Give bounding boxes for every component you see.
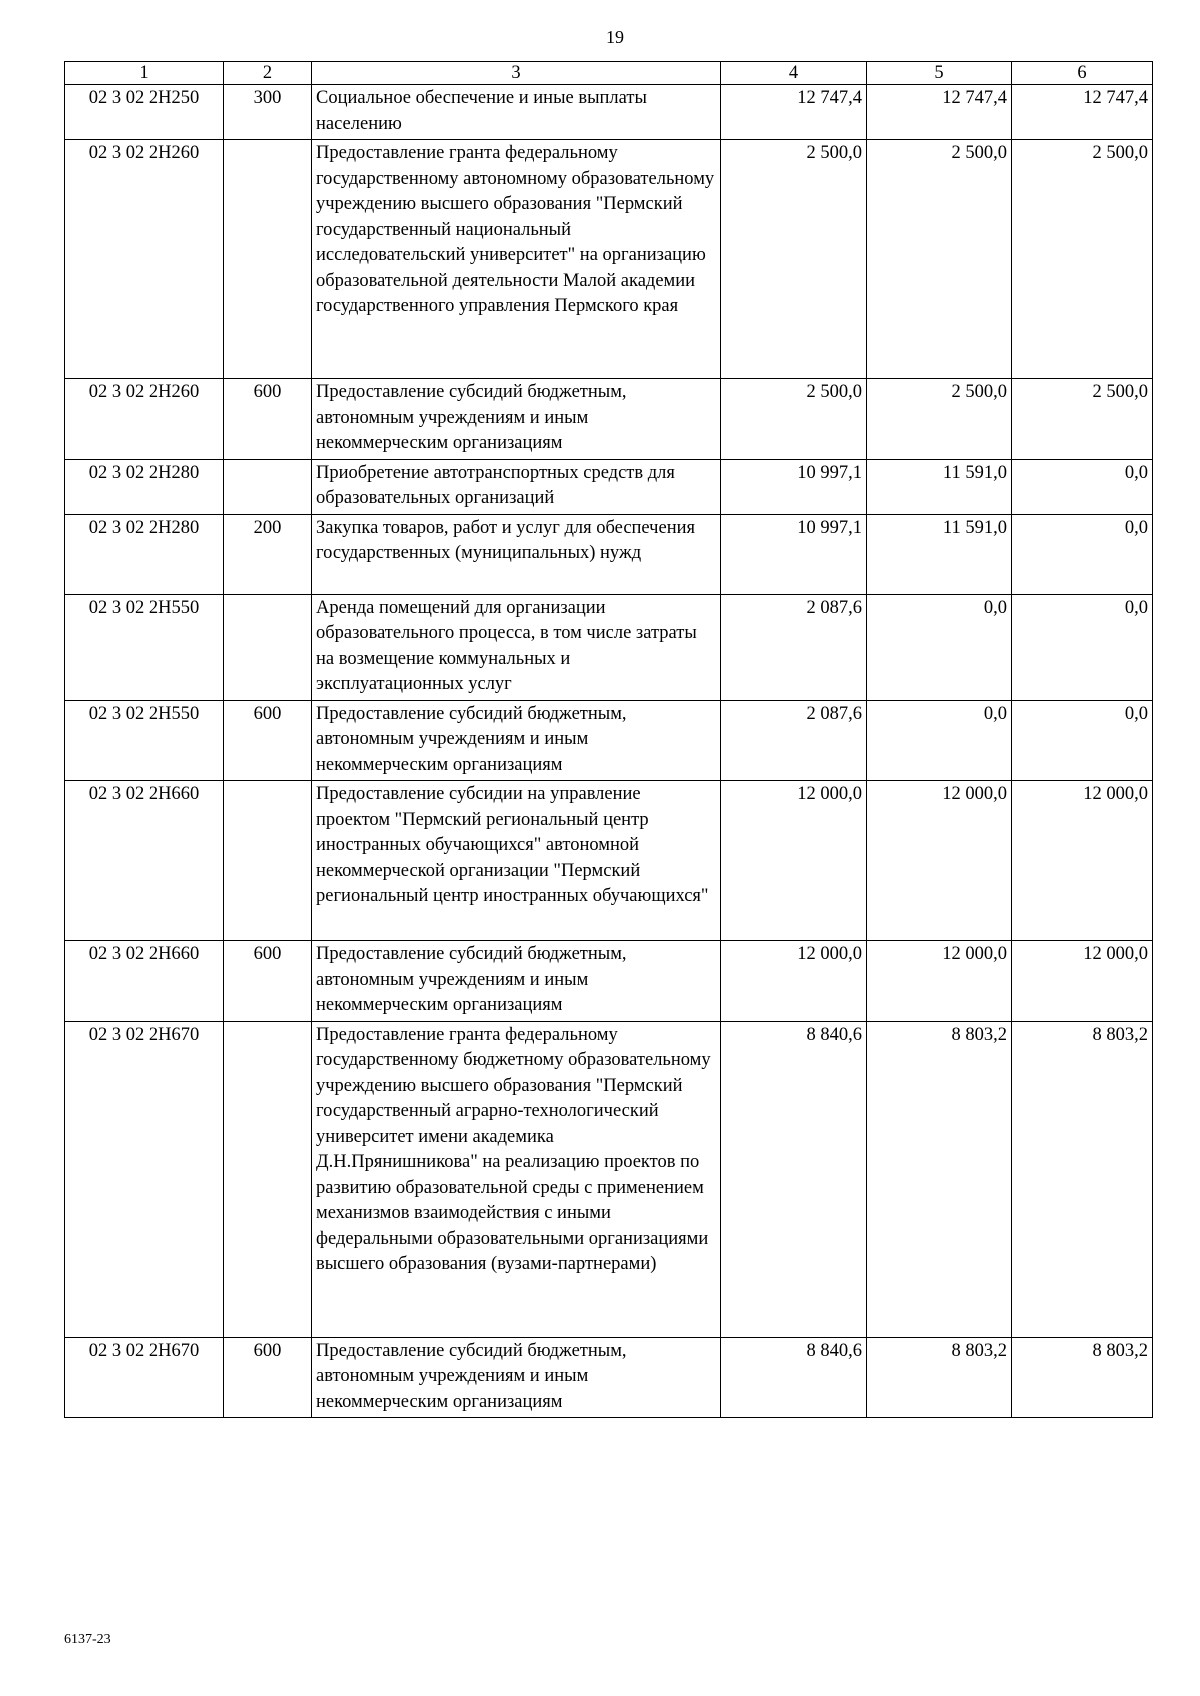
cell-description: Предоставление субсидий бюджетным, автономным учреждениям и иным некоммерческим организациям [312,700,721,781]
col-header-value-2: 5 [867,62,1012,85]
cell-description: Закупка товаров, работ и услуг для обеспечения государственных (муниципальных) нужд [312,514,721,594]
col-header-value-1: 4 [721,62,867,85]
cell-value-3: 12 000,0 [1012,781,1153,941]
cell-type: 600 [224,941,312,1022]
cell-value-2: 0,0 [867,594,1012,700]
cell-description: Социальное обеспечение и иные выплаты населению [312,85,721,140]
table-row [65,140,1153,379]
budget-table [64,61,1153,1418]
table-row [65,85,1153,140]
cell-value-2: 8 803,2 [867,1021,1012,1337]
cell-code: 02 3 02 2Н670 [65,1337,224,1418]
cell-code: 02 3 02 2Н660 [65,781,224,941]
cell-value-1: 12 000,0 [721,781,867,941]
cell-type: 600 [224,1337,312,1418]
cell-value-1: 12 747,4 [721,85,867,140]
col-header-value-3: 6 [1012,62,1153,85]
cell-value-1: 2 087,6 [721,700,867,781]
cell-type: 600 [224,379,312,460]
table-row [65,781,1153,941]
cell-type [224,1021,312,1337]
cell-description: Аренда помещений для организации образовательного процесса, в том числе затраты на возмещение коммунальных и эксплуатационных услуг [312,594,721,700]
cell-value-3: 0,0 [1012,459,1153,514]
cell-description: Приобретение автотранспортных средств для образовательных организаций [312,459,721,514]
cell-value-1: 2 500,0 [721,140,867,379]
cell-value-1: 10 997,1 [721,514,867,594]
cell-value-2: 12 000,0 [867,941,1012,1022]
cell-value-2: 8 803,2 [867,1337,1012,1418]
cell-value-1: 2 087,6 [721,594,867,700]
cell-type [224,781,312,941]
cell-value-2: 2 500,0 [867,140,1012,379]
cell-code: 02 3 02 2Н670 [65,1021,224,1337]
cell-type [224,140,312,379]
cell-value-3: 8 803,2 [1012,1021,1153,1337]
cell-value-3: 2 500,0 [1012,379,1153,460]
cell-code: 02 3 02 2Н280 [65,459,224,514]
cell-code: 02 3 02 2Н260 [65,379,224,460]
cell-value-3: 12 000,0 [1012,941,1153,1022]
cell-value-3: 0,0 [1012,594,1153,700]
cell-type [224,459,312,514]
cell-description: Предоставление субсидий бюджетным, автономным учреждениям и иным некоммерческим организациям [312,941,721,1022]
cell-code: 02 3 02 2Н550 [65,594,224,700]
col-header-type: 2 [224,62,312,85]
header-row [65,62,1153,85]
table-row [65,459,1153,514]
cell-value-1: 2 500,0 [721,379,867,460]
cell-value-3: 8 803,2 [1012,1337,1153,1418]
table-row [65,1021,1153,1337]
cell-description: Предоставление субсидии на управление проектом "Пермский региональный центр иностранных обучающихся" автономной некоммерческой организации "Пермский региональный центр иностранных обучающихся" [312,781,721,941]
cell-value-2: 12 000,0 [867,781,1012,941]
cell-code: 02 3 02 2Н250 [65,85,224,140]
cell-value-1: 8 840,6 [721,1021,867,1337]
col-header-code: 1 [65,62,224,85]
cell-value-1: 8 840,6 [721,1337,867,1418]
table-row [65,594,1153,700]
cell-value-1: 12 000,0 [721,941,867,1022]
cell-value-3: 0,0 [1012,514,1153,594]
cell-value-1: 10 997,1 [721,459,867,514]
page-number: 19 [606,27,624,47]
cell-description: Предоставление субсидий бюджетным, автономным учреждениям и иным некоммерческим организациям [312,379,721,460]
cell-code: 02 3 02 2Н550 [65,700,224,781]
cell-value-2: 11 591,0 [867,514,1012,594]
table-row [65,700,1153,781]
cell-value-2: 12 747,4 [867,85,1012,140]
table-row [65,1337,1153,1418]
cell-type: 200 [224,514,312,594]
table-row [65,379,1153,460]
cell-value-2: 2 500,0 [867,379,1012,460]
cell-value-2: 0,0 [867,700,1012,781]
document-code: 6137-23 [64,1632,111,1647]
cell-type: 600 [224,700,312,781]
cell-type [224,594,312,700]
cell-value-3: 12 747,4 [1012,85,1153,140]
cell-code: 02 3 02 2Н660 [65,941,224,1022]
cell-description: Предоставление субсидий бюджетным, автономным учреждениям и иным некоммерческим организациям [312,1337,721,1418]
cell-code: 02 3 02 2Н260 [65,140,224,379]
cell-type: 300 [224,85,312,140]
cell-code: 02 3 02 2Н280 [65,514,224,594]
table-row [65,514,1153,594]
cell-value-2: 11 591,0 [867,459,1012,514]
cell-description: Предоставление гранта федеральному государственному бюджетному образовательному учреждению высшего образования "Пермский государственный аграрно-технологический университет имени академика Д.Н.Прянишникова" на реализацию проектов по развитию образовательной среды с применением механизмов взаимодействия с иными федеральными образовательными организациями высшего образования (вузами-партнерами) [312,1021,721,1337]
cell-description: Предоставление гранта федеральному государственному автономному образовательному учреждению высшего образования "Пермский государственный национальный исследовательский университет" на организацию образовательной деятельности Малой академии государственного управления Пермского края [312,140,721,379]
cell-value-3: 0,0 [1012,700,1153,781]
col-header-description: 3 [312,62,721,85]
table-row [65,941,1153,1022]
cell-value-3: 2 500,0 [1012,140,1153,379]
